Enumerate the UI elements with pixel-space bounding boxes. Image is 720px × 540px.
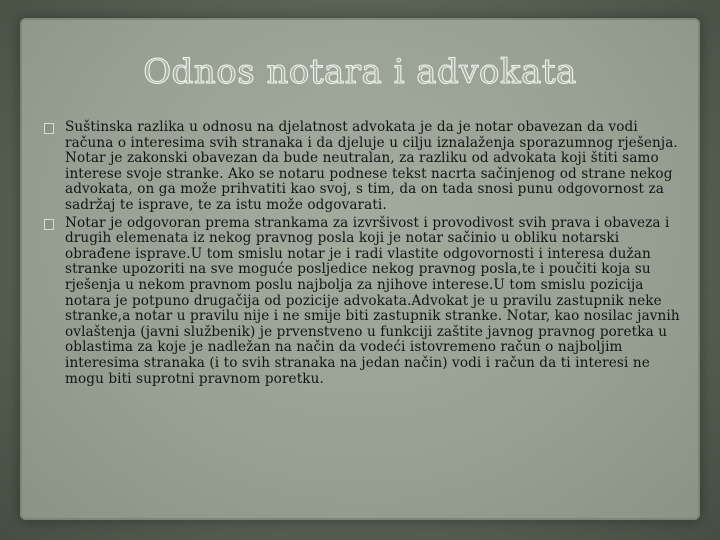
square-bullet-icon (44, 123, 54, 134)
square-bullet-icon (44, 219, 54, 230)
bullet-text: Suštinska razlika u odnosu na djelatnost advokata je da je notar obavezan da vodi računa o interesima svih stranaka i da djeluje u cilju iznalaženja sporazumnog rješenja. Notar je zakonski obavezan da bude neutralan, za razliku od advokata koji štiti samo interese svoje stranke. Ako se notaru podnese tekst nacrta sačinjenog od strane nekog advokata, on ga može prihvatiti kao svoj, s tim, da on tada snosi punu odgovornost za sadržaj te isprave, te za istu može odgovarati. (65, 119, 678, 213)
bullet-item (44, 120, 684, 214)
bullet-item (44, 216, 684, 388)
slide-title: Odnos notara i advokata (143, 52, 577, 92)
bullet-text: Notar je odgovoran prema strankama za izvršivost i provodivost svih prava i obaveza i drugih elemenata iz nekog pravnog posla koji je notar sačinio u obliku notarski obrađene isprave.U tom smislu notar je i radi vlastite odgovornosti i interesa dužan stranke upozoriti na sve moguće posljedice nekog pravnog posla,te i poučiti koja su rješenja u nekom pravnom poslu najbolja za njihove interese.U tom smislu pozicija notara je potpuno drugačija od pozicije advokata.Advokat je u pravilu zastupnik neke stranke,a notar u pravilu nije i ne smije biti zastupnik stranke. Notar, kao nosilac javnih ovlaštenja (javni službenik) je prvenstveno u funkciji zaštite javnog pravnog poretka u oblastima za koje je nadležan na način da vodeći istovremeno račun o najboljim interesima stranaka (i to svih stranaka na jedan način) vodi i račun da ti interesi ne mogu biti suprotni pravnom poretku. (65, 214, 680, 387)
bullet-list (44, 120, 684, 389)
